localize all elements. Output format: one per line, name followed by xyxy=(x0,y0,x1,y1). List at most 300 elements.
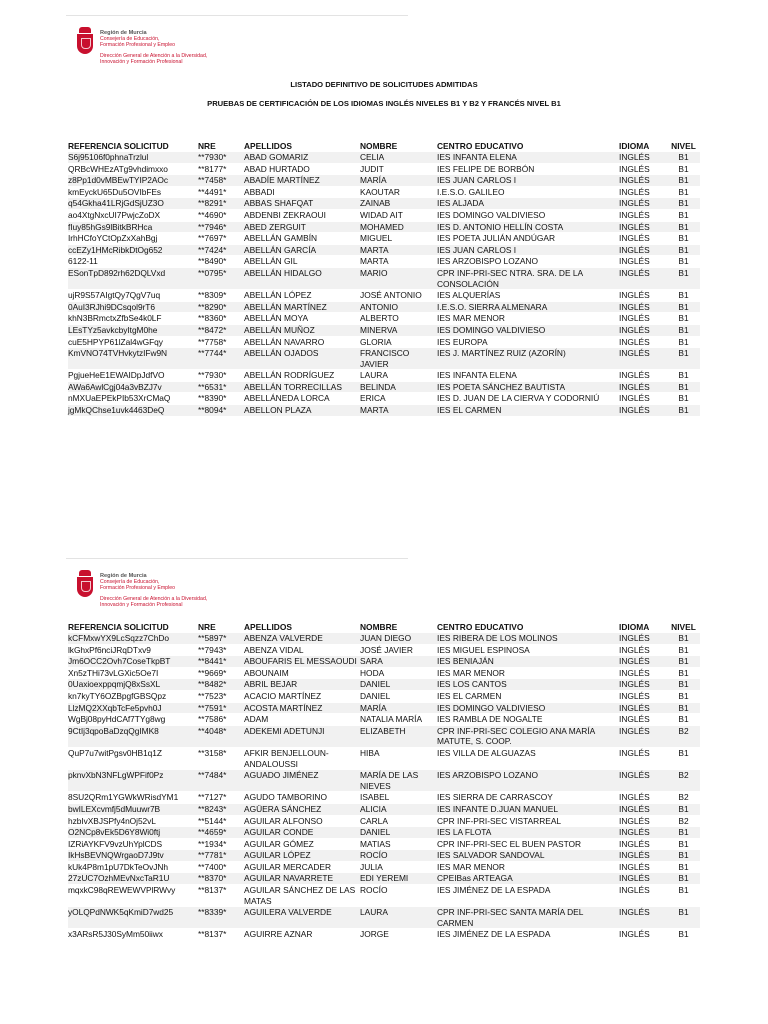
school-cell: IES BENIAJÁN xyxy=(437,656,619,668)
language-cell: INGLÉS xyxy=(619,324,667,336)
level-cell: B1 xyxy=(667,690,700,702)
surname-cell: AFKIR BENJELLOUN-ANDALOUSSI xyxy=(244,747,360,769)
nre-cell: **7523* xyxy=(198,690,244,702)
surname-cell: ADEKEMI ADETUNJI xyxy=(244,725,360,747)
table-row xyxy=(68,152,700,164)
nre-cell: **5144* xyxy=(198,815,244,827)
name-cell: DANIEL xyxy=(360,690,437,702)
language-cell: INGLÉS xyxy=(619,770,667,792)
school-cell: CPR INF-PRI-SEC EL BUEN PASTOR xyxy=(437,838,619,850)
name-cell: NATALIA MARÍA xyxy=(360,714,437,726)
level-cell: B1 xyxy=(667,152,700,164)
surname-cell: ABELLÁN LÓPEZ xyxy=(244,290,360,302)
reference-cell: cuE5HPYP61lZal4wGFqy xyxy=(68,336,198,348)
nre-cell: **8482* xyxy=(198,679,244,691)
school-cell: IES EL CARMEN xyxy=(437,405,619,416)
table-row xyxy=(68,850,700,862)
surname-cell: ABOUNAIM xyxy=(244,667,360,679)
table-row xyxy=(68,186,700,198)
coat-of-arms-icon xyxy=(76,27,94,57)
surname-cell: ABELLÁN GARCÍA xyxy=(244,244,360,256)
name-cell: ELIZABETH xyxy=(360,725,437,747)
school-cell: IES D. ANTONIO HELLÍN COSTA xyxy=(437,221,619,233)
level-cell: B1 xyxy=(667,370,700,382)
language-cell: INGLÉS xyxy=(619,861,667,873)
table-row xyxy=(68,792,700,804)
name-cell: ALICIA xyxy=(360,803,437,815)
reference-cell: kmEyckU65Du5OVIbFEs xyxy=(68,186,198,198)
admissions-table-2 xyxy=(68,619,700,940)
table-row xyxy=(68,175,700,187)
table-row xyxy=(68,725,700,747)
language-header: IDIOMA xyxy=(619,622,650,632)
document-subtitle: PRUEBAS DE CERTIFICACIÓN DE LOS IDIOMAS INGLÉS NIVELES B1 Y B2 Y FRANCÉS NIVEL B1 xyxy=(207,99,561,108)
reference-cell: O2NCp8vEk5D6Y8Wi0ftj xyxy=(68,827,198,839)
reference-cell: IrhHCfoYCtOpZxXahBgj xyxy=(68,233,198,245)
nre-cell: **7127* xyxy=(198,792,244,804)
name-cell: ANTONIO xyxy=(360,301,437,313)
reference-cell: q54Gkha41LRjGdSjUZ3O xyxy=(68,198,198,210)
school-cell: I.E.S.O. GALILEO xyxy=(437,186,619,198)
school-cell: IES EL CARMEN xyxy=(437,690,619,702)
surname-cell: ABELLÁN MUÑOZ xyxy=(244,324,360,336)
school-cell: IES DOMINGO VALDIVIESO xyxy=(437,209,619,221)
language-cell: INGLÉS xyxy=(619,803,667,815)
school-cell: IES VILLA DE ALGUAZAS xyxy=(437,747,619,769)
table-row xyxy=(68,198,700,210)
language-cell: INGLÉS xyxy=(619,186,667,198)
language-cell: INGLÉS xyxy=(619,633,667,645)
school-cell: IES RAMBLA DE NOGALTE xyxy=(437,714,619,726)
reference-header: REFERENCIA SOLICITUD xyxy=(68,622,169,632)
nre-cell: **8137* xyxy=(198,885,244,907)
name-cell: JUAN DIEGO xyxy=(360,633,437,645)
level-cell: B2 xyxy=(667,725,700,747)
language-cell: INGLÉS xyxy=(619,850,667,862)
table-row xyxy=(68,324,700,336)
nre-cell: **4659* xyxy=(198,827,244,839)
school-cell: CPR INF-PRI-SEC SANTA MARÍA DEL CARMEN xyxy=(437,907,619,929)
name-cell: MINERVA xyxy=(360,324,437,336)
admissions-table-1 xyxy=(68,138,700,416)
surname-cell: ABELLÁN HIDALGO xyxy=(244,267,360,289)
nre-cell: **7744* xyxy=(198,348,244,370)
language-cell: INGLÉS xyxy=(619,256,667,268)
name-cell: MARÍA DE LAS NIEVES xyxy=(360,770,437,792)
reference-cell: mqxkC98qREWEWVPlRWvy xyxy=(68,885,198,907)
name-cell: LAURA xyxy=(360,907,437,929)
level-cell: B1 xyxy=(667,209,700,221)
nre-cell: **7400* xyxy=(198,861,244,873)
table-row xyxy=(68,770,700,792)
name-cell: HODA xyxy=(360,667,437,679)
table-row xyxy=(68,644,700,656)
surname-cell: AGUILERA VALVERDE xyxy=(244,907,360,929)
nre-cell: **7758* xyxy=(198,336,244,348)
table-row xyxy=(68,702,700,714)
nre-cell: **7424* xyxy=(198,244,244,256)
name-cell: FRANCISCO JAVIER xyxy=(360,348,437,370)
table-row xyxy=(68,803,700,815)
nre-cell: **8339* xyxy=(198,907,244,929)
surname-cell: ABELLÁNEDA LORCA xyxy=(244,393,360,405)
level-cell: B1 xyxy=(667,175,700,187)
language-cell: INGLÉS xyxy=(619,336,667,348)
surname-cell: ABED ZERGUIT xyxy=(244,221,360,233)
level-cell: B1 xyxy=(667,907,700,929)
language-cell: INGLÉS xyxy=(619,725,667,747)
page-divider xyxy=(66,558,408,559)
surname-cell: ABELLON PLAZA xyxy=(244,405,360,416)
school-cell: IES JIMÉNEZ DE LA ESPADA xyxy=(437,929,619,940)
nre-cell: **8291* xyxy=(198,198,244,210)
name-cell: JOSÉ ANTONIO xyxy=(360,290,437,302)
school-cell: IES FELIPE DE BORBÓN xyxy=(437,163,619,175)
reference-cell: QuP7u7witPgsv0HB1q1Z xyxy=(68,747,198,769)
school-cell: IES LA FLOTA xyxy=(437,827,619,839)
name-cell: WIDAD AIT xyxy=(360,209,437,221)
name-cell: DANIEL xyxy=(360,827,437,839)
language-cell: INGLÉS xyxy=(619,873,667,885)
table-row xyxy=(68,667,700,679)
table-row xyxy=(68,221,700,233)
table-header-row xyxy=(68,138,700,152)
reference-cell: lkGhxPf6nciJRqDTxv9 xyxy=(68,644,198,656)
table-row xyxy=(68,861,700,873)
school-cell: IES MIGUEL ESPINOSA xyxy=(437,644,619,656)
name-cell: ALBERTO xyxy=(360,313,437,325)
school-cell: IES INFANTA ELENA xyxy=(437,370,619,382)
level-header: NIVEL xyxy=(671,141,696,151)
name-cell: MATIAS xyxy=(360,838,437,850)
reference-cell: QRBcWHEzATg9vhdimxxo xyxy=(68,163,198,175)
nre-cell: **7946* xyxy=(198,221,244,233)
language-cell: INGLÉS xyxy=(619,702,667,714)
language-cell: INGLÉS xyxy=(619,885,667,907)
name-cell: SARA xyxy=(360,656,437,668)
name-cell: ERICA xyxy=(360,393,437,405)
level-cell: B1 xyxy=(667,313,700,325)
language-cell: INGLÉS xyxy=(619,667,667,679)
reference-cell: 0UaxioexppqmjQ8xSsXL xyxy=(68,679,198,691)
school-cell: IES DOMINGO VALDIVIESO xyxy=(437,324,619,336)
level-cell: B1 xyxy=(667,393,700,405)
surname-cell: AGUILAR ALFONSO xyxy=(244,815,360,827)
surname-cell: AGUILAR LÓPEZ xyxy=(244,850,360,862)
level-cell: B2 xyxy=(667,815,700,827)
language-cell: INGLÉS xyxy=(619,690,667,702)
reference-cell: ccEZy1HMcRibkDtOg652 xyxy=(68,244,198,256)
surname-cell: ABELLÁN RODRÍGUEZ xyxy=(244,370,360,382)
nre-cell: **4491* xyxy=(198,186,244,198)
school-cell: IES ALJADA xyxy=(437,198,619,210)
school-cell: IES POETA JULIÁN ANDÚGAR xyxy=(437,233,619,245)
school-cell: IES INFANTA ELENA xyxy=(437,152,619,164)
name-cell: ROCÍO xyxy=(360,885,437,907)
level-cell: B1 xyxy=(667,714,700,726)
reference-cell: x3ARsR5J30SyMm50iiwx xyxy=(68,929,198,940)
nre-cell: **8370* xyxy=(198,873,244,885)
name-cell: DANIEL xyxy=(360,679,437,691)
surname-cell: ABDENBI ZEKRAOUI xyxy=(244,209,360,221)
table-row xyxy=(68,256,700,268)
school-cell: IES RIBERA DE LOS MOLINOS xyxy=(437,633,619,645)
name-cell: ISABEL xyxy=(360,792,437,804)
level-cell: B1 xyxy=(667,873,700,885)
name-cell: JUDIT xyxy=(360,163,437,175)
level-cell: B1 xyxy=(667,256,700,268)
table-row xyxy=(68,301,700,313)
nre-cell: **7781* xyxy=(198,850,244,862)
name-cell: MOHAMED xyxy=(360,221,437,233)
language-cell: INGLÉS xyxy=(619,313,667,325)
reference-cell: 6122-11 xyxy=(68,256,198,268)
logo-region-text: Región de Murcia xyxy=(100,30,147,36)
school-cell: CPR INF-PRI-SEC COLEGIO ANA MARÍA MATUTE, S. COOP. xyxy=(437,725,619,747)
school-header: CENTRO EDUCATIVO xyxy=(437,622,524,632)
language-cell: INGLÉS xyxy=(619,221,667,233)
level-cell: B1 xyxy=(667,221,700,233)
logo-line: Dirección General de Atención a la Diversidad, xyxy=(100,52,208,59)
language-cell: INGLÉS xyxy=(619,907,667,929)
name-cell: CARLA xyxy=(360,815,437,827)
reference-cell: kUk4P8m1pU7DkTeOvJNh xyxy=(68,861,198,873)
table-row xyxy=(68,290,700,302)
nre-cell: **8441* xyxy=(198,656,244,668)
table-row xyxy=(68,907,700,929)
table-row xyxy=(68,244,700,256)
nre-cell: **8290* xyxy=(198,301,244,313)
name-cell: EDI YEREMI xyxy=(360,873,437,885)
name-cell: GLORIA xyxy=(360,336,437,348)
reference-cell: Xn5zTHi73vLGXic5Oe7I xyxy=(68,667,198,679)
level-cell: B1 xyxy=(667,244,700,256)
level-cell: B1 xyxy=(667,405,700,416)
table-row xyxy=(68,405,700,416)
surname-cell: ABELLÁN GIL xyxy=(244,256,360,268)
language-cell: INGLÉS xyxy=(619,838,667,850)
language-header: IDIOMA xyxy=(619,141,650,151)
surname-cell: AGUILAR NAVARRETE xyxy=(244,873,360,885)
logo-line: Consejería de Educación, xyxy=(100,579,160,586)
name-cell: ZAINAB xyxy=(360,198,437,210)
nre-cell: **7591* xyxy=(198,702,244,714)
level-cell: B1 xyxy=(667,198,700,210)
school-cell: CPR INF-PRI-SEC VISTARREAL xyxy=(437,815,619,827)
name-cell: MARTA xyxy=(360,244,437,256)
surname-cell: AGUDO TAMBORINO xyxy=(244,792,360,804)
level-cell: B1 xyxy=(667,656,700,668)
document-title: LISTADO DEFINITIVO DE SOLICITUDES ADMITIDAS xyxy=(290,80,478,89)
level-cell: B1 xyxy=(667,381,700,393)
language-cell: INGLÉS xyxy=(619,290,667,302)
name-cell: JOSÉ JAVIER xyxy=(360,644,437,656)
language-cell: INGLÉS xyxy=(619,244,667,256)
table-row xyxy=(68,348,700,370)
nre-cell: **8360* xyxy=(198,313,244,325)
surname-header: APELLIDOS xyxy=(244,622,292,632)
surname-cell: ABELLÁN OJADOS xyxy=(244,348,360,370)
surname-cell: ABENZA VALVERDE xyxy=(244,633,360,645)
surname-cell: AGUADO JIMÉNEZ xyxy=(244,770,360,792)
table-row xyxy=(68,209,700,221)
language-cell: INGLÉS xyxy=(619,198,667,210)
language-cell: INGLÉS xyxy=(619,163,667,175)
level-cell: B1 xyxy=(667,633,700,645)
nre-cell: **7458* xyxy=(198,175,244,187)
level-cell: B1 xyxy=(667,838,700,850)
nre-cell: **1934* xyxy=(198,838,244,850)
surname-cell: AGUIRRE AZNAR xyxy=(244,929,360,940)
language-cell: INGLÉS xyxy=(619,175,667,187)
language-cell: INGLÉS xyxy=(619,348,667,370)
table-row xyxy=(68,747,700,769)
reference-cell: LEsTYz5avkcbyItgM0he xyxy=(68,324,198,336)
region-murcia-logo xyxy=(76,570,226,616)
reference-cell: nMXUaEPEkPIb53XrCMaQ xyxy=(68,393,198,405)
surname-cell: ABELLÁN MARTÍNEZ xyxy=(244,301,360,313)
nre-cell: **7930* xyxy=(198,152,244,164)
table-row xyxy=(68,633,700,645)
reference-cell: S6j95106f0phnaTrzlul xyxy=(68,152,198,164)
school-cell: IES MAR MENOR xyxy=(437,667,619,679)
name-cell: ROCÍO xyxy=(360,850,437,862)
surname-header: APELLIDOS xyxy=(244,141,292,151)
name-cell: MIGUEL xyxy=(360,233,437,245)
school-cell: IES MAR MENOR xyxy=(437,313,619,325)
name-cell: MARÍA xyxy=(360,702,437,714)
school-cell: IES JUAN CARLOS I xyxy=(437,175,619,187)
surname-cell: ABADÍE MARTÍNEZ xyxy=(244,175,360,187)
level-cell: B1 xyxy=(667,702,700,714)
page-divider xyxy=(66,15,408,16)
reference-cell: kCFMxwYX9LcSqzz7ChDo xyxy=(68,633,198,645)
reference-cell: bwILEXcvmfj5dMuuwr7B xyxy=(68,803,198,815)
nre-cell: **7484* xyxy=(198,770,244,792)
school-cell: IES D. JUAN DE LA CIERVA Y CODORNIÚ xyxy=(437,393,619,405)
name-header: NOMBRE xyxy=(360,141,398,151)
table-row xyxy=(68,929,700,940)
level-cell: B1 xyxy=(667,679,700,691)
language-cell: INGLÉS xyxy=(619,209,667,221)
name-cell: MARÍA xyxy=(360,175,437,187)
language-cell: INGLÉS xyxy=(619,152,667,164)
table-row xyxy=(68,313,700,325)
reference-cell: 0AuI3RJhi9DCsqol9rT6 xyxy=(68,301,198,313)
table-row xyxy=(68,873,700,885)
language-cell: INGLÉS xyxy=(619,714,667,726)
name-cell: JULIA xyxy=(360,861,437,873)
name-cell: CELIA xyxy=(360,152,437,164)
level-cell: B2 xyxy=(667,792,700,804)
reference-cell: ao4XtgNxcUI7PwjcZoDX xyxy=(68,209,198,221)
surname-cell: ABAD HURTADO xyxy=(244,163,360,175)
surname-cell: AGUILAR MERCADER xyxy=(244,861,360,873)
surname-cell: ACACIO MARTÍNEZ xyxy=(244,690,360,702)
reference-cell: yOLQPdNWK5qKmiD7wd25 xyxy=(68,907,198,929)
school-cell: IES ARZOBISPO LOZANO xyxy=(437,256,619,268)
level-cell: B1 xyxy=(667,929,700,940)
language-cell: INGLÉS xyxy=(619,747,667,769)
nre-cell: **5897* xyxy=(198,633,244,645)
school-cell: CPEIBas ARTEAGA xyxy=(437,873,619,885)
name-cell: KAOUTAR xyxy=(360,186,437,198)
language-cell: INGLÉS xyxy=(619,267,667,289)
logo-line: Dirección General de Atención a la Diversidad, xyxy=(100,595,208,602)
surname-cell: ABENZA VIDAL xyxy=(244,644,360,656)
surname-cell: ABELLÁN MOYA xyxy=(244,313,360,325)
table-row xyxy=(68,393,700,405)
reference-cell: Jm6OCC2Ovh7CoseTkpBT xyxy=(68,656,198,668)
language-cell: INGLÉS xyxy=(619,370,667,382)
surname-cell: ABELLÁN NAVARRO xyxy=(244,336,360,348)
logo-line: Innovación y Formación Profesional xyxy=(100,58,183,65)
level-cell: B1 xyxy=(667,861,700,873)
nre-cell: **7943* xyxy=(198,644,244,656)
reference-cell: AWa6AwlCgj04a3vBZJ7v xyxy=(68,381,198,393)
table-header-row xyxy=(68,619,700,633)
reference-cell: 9CtIj3qpoBaDzqQgIMK8 xyxy=(68,725,198,747)
level-cell: B1 xyxy=(667,233,700,245)
name-cell: MARIO xyxy=(360,267,437,289)
level-cell: B1 xyxy=(667,803,700,815)
level-cell: B1 xyxy=(667,348,700,370)
level-cell: B1 xyxy=(667,301,700,313)
school-cell: IES JUAN CARLOS I xyxy=(437,244,619,256)
language-cell: INGLÉS xyxy=(619,827,667,839)
nre-cell: **9669* xyxy=(198,667,244,679)
nre-cell: **7930* xyxy=(198,370,244,382)
nre-cell: **8177* xyxy=(198,163,244,175)
school-cell: IES JIMÉNEZ DE LA ESPADA xyxy=(437,885,619,907)
level-cell: B1 xyxy=(667,163,700,175)
school-cell: IES J. MARTÍNEZ RUIZ (AZORÍN) xyxy=(437,348,619,370)
school-cell: IES ALQUERÍAS xyxy=(437,290,619,302)
school-cell: IES DOMINGO VALDIVIESO xyxy=(437,702,619,714)
language-cell: INGLÉS xyxy=(619,233,667,245)
reference-cell: kn7kyTY6OZBpgfGBSQpz xyxy=(68,690,198,702)
reference-cell: jgMkQChse1uvk4463DeQ xyxy=(68,405,198,416)
table-row xyxy=(68,885,700,907)
nre-cell: **8390* xyxy=(198,393,244,405)
table-row xyxy=(68,838,700,850)
reference-cell: fIuy85hGs9lBitkBRHca xyxy=(68,221,198,233)
name-cell: HIBA xyxy=(360,747,437,769)
level-cell: B1 xyxy=(667,827,700,839)
table-row xyxy=(68,233,700,245)
nre-cell: **6531* xyxy=(198,381,244,393)
name-cell: MARTA xyxy=(360,256,437,268)
school-cell: IES EUROPA xyxy=(437,336,619,348)
table-row xyxy=(68,815,700,827)
reference-cell: ujR9S57AIgtQy7QgV7uq xyxy=(68,290,198,302)
level-cell: B1 xyxy=(667,336,700,348)
reference-cell: z8Pp1d0vMBEwTYIP2AOc xyxy=(68,175,198,187)
school-cell: IES POETA SÁNCHEZ BAUTISTA xyxy=(437,381,619,393)
language-cell: INGLÉS xyxy=(619,381,667,393)
level-cell: B1 xyxy=(667,747,700,769)
table-row xyxy=(68,163,700,175)
level-cell: B1 xyxy=(667,324,700,336)
reference-cell: IZRiAYKFV9vzUhYplCDS xyxy=(68,838,198,850)
nre-cell: **4690* xyxy=(198,209,244,221)
nre-cell: **7697* xyxy=(198,233,244,245)
nre-cell: **8490* xyxy=(198,256,244,268)
nre-header: NRE xyxy=(198,622,216,632)
surname-cell: ADAM xyxy=(244,714,360,726)
school-cell: IES MAR MENOR xyxy=(437,861,619,873)
reference-cell: hzbIvXBJSPfy4nOj52vL xyxy=(68,815,198,827)
